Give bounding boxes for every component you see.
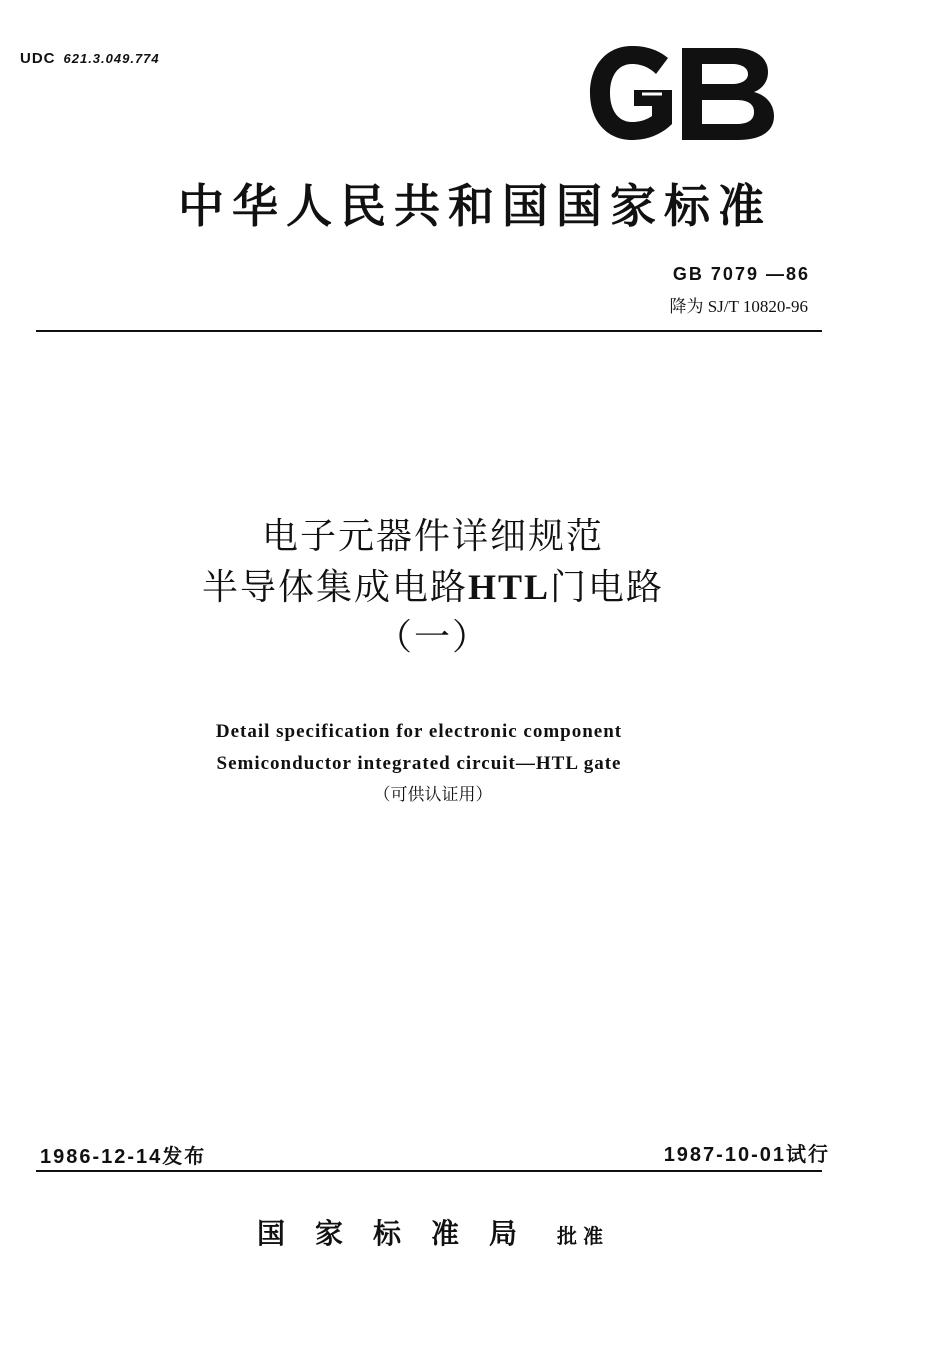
chinese-title: [0, 512, 866, 663]
udc-label: UDC: [20, 50, 56, 67]
issuer-action: 批准: [557, 1224, 609, 1248]
footer-divider: [36, 1170, 822, 1172]
title-line2-code: HTL: [467, 567, 551, 607]
issuer-name: 国家标准局: [256, 1217, 547, 1250]
udc-code: 621.3.049.774: [63, 51, 160, 66]
chinese-title-line1: 电子元器件详细规范: [261, 516, 604, 557]
certification-note: （可供认证用）: [373, 785, 493, 805]
title-line2-prefix: 半导体集成电路: [201, 567, 468, 608]
national-standard-title: 中华人民共和国国家标准: [178, 179, 772, 233]
standard-number: GB 7079 —86: [672, 264, 810, 284]
chinese-title-line2: [0, 562, 866, 613]
issue-date: 1986-12-14发布: [40, 1146, 207, 1168]
header-divider: [36, 330, 822, 332]
udc-classification: [20, 50, 160, 67]
english-title-line1: Detail specification for electronic component: [215, 721, 623, 742]
implementation-date: 1987-10-01试行: [663, 1144, 830, 1166]
title-line2-suffix: 门电路: [550, 567, 665, 608]
english-title: [0, 716, 838, 780]
english-title-line2: Semiconductor integrated circuit—HTL gate: [216, 753, 622, 774]
replacement-note: 降为 SJ/T 10820-96: [669, 297, 808, 316]
issuing-authority: [0, 1212, 866, 1252]
chinese-title-line3: （一）: [375, 617, 490, 658]
gb-logo: [586, 44, 776, 142]
